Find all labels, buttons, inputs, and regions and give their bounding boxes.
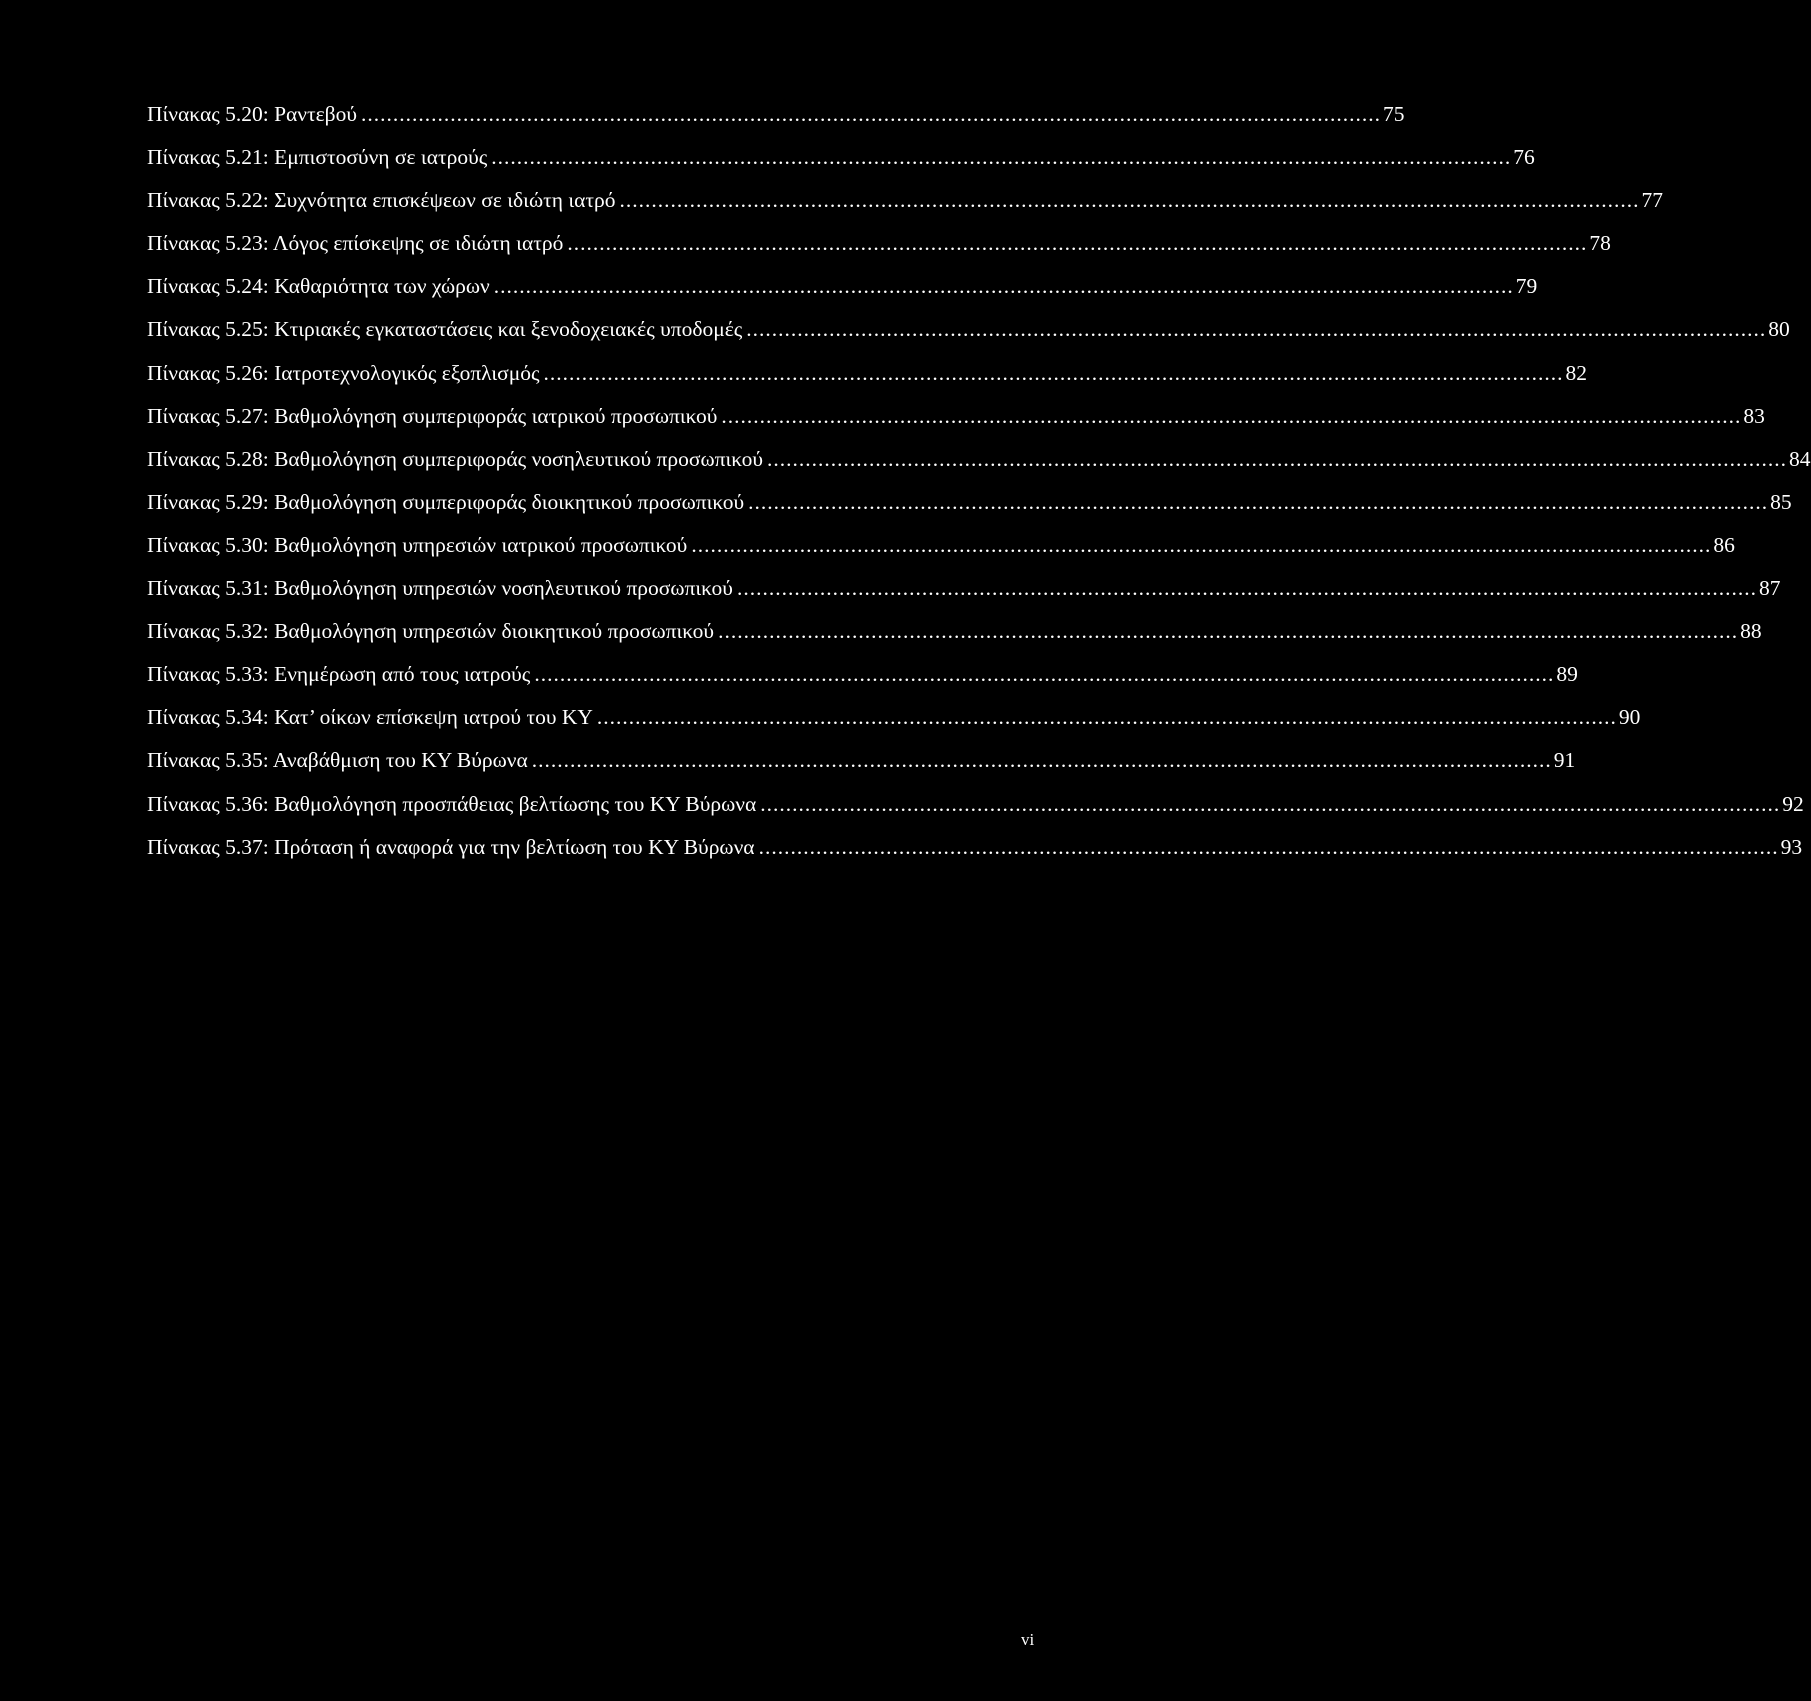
toc-dot-leader: ................................................................................................................................................................ bbox=[619, 188, 1640, 213]
toc-dot-leader: ................................................................................................................................................................ bbox=[567, 231, 1588, 256]
toc-entry-page: 84 bbox=[1789, 446, 1811, 471]
toc-entry[interactable] bbox=[147, 748, 1576, 793]
toc-entry[interactable] bbox=[147, 360, 1588, 406]
toc-entry-label: Πίνακας 5.37: Πρόταση ή αναφορά για την βελτίωση του ΚΥ Βύρωνα bbox=[147, 834, 755, 859]
toc-entry-page: 91 bbox=[1553, 748, 1576, 773]
toc-entry[interactable] bbox=[147, 446, 1811, 492]
table-of-tables bbox=[147, 102, 1811, 880]
toc-dot-leader: ................................................................................................................................................................ bbox=[596, 705, 1617, 730]
toc-entry[interactable] bbox=[147, 403, 1765, 449]
toc-entry-page: 85 bbox=[1770, 489, 1792, 514]
toc-dot-leader: ................................................................................................................................................................ bbox=[736, 576, 1757, 601]
toc-entry-label: Πίνακας 5.29: Βαθμολόγηση συμπεριφοράς διοικητικού προσωπικού bbox=[147, 489, 745, 514]
toc-entry-page: 75 bbox=[1383, 102, 1405, 126]
toc-entry-label: Πίνακας 5.32: Βαθμολόγηση υπηρεσιών διοικητικού προσωπικού bbox=[147, 619, 715, 644]
toc-entry[interactable] bbox=[147, 102, 1405, 147]
toc-entry-page: 78 bbox=[1589, 231, 1611, 256]
toc-entry-page: 86 bbox=[1713, 532, 1735, 557]
toc-entry[interactable] bbox=[147, 532, 1735, 578]
toc-dot-leader: ................................................................................................................................................................ bbox=[543, 360, 1564, 385]
toc-entry-label: Πίνακας 5.20: Ραντεβού bbox=[147, 102, 358, 126]
toc-dot-leader: ................................................................................................................................................................ bbox=[493, 274, 1514, 299]
toc-entry-label: Πίνακας 5.28: Βαθμολόγηση συμπεριφοράς νοσηλευτικού προσωπικού bbox=[147, 446, 764, 471]
toc-entry-page: 77 bbox=[1641, 188, 1664, 213]
toc-entry-label: Πίνακας 5.27: Βαθμολόγηση συμπεριφοράς ιατρικού προσωπικού bbox=[147, 403, 718, 428]
toc-entry[interactable] bbox=[147, 834, 1803, 880]
toc-dot-leader: ................................................................................................................................................................ bbox=[361, 102, 1382, 126]
toc-entry[interactable] bbox=[147, 145, 1535, 190]
toc-entry[interactable] bbox=[147, 188, 1664, 233]
toc-entry-page: 83 bbox=[1743, 403, 1765, 428]
toc-dot-leader: ................................................................................................................................................................ bbox=[746, 317, 1767, 342]
toc-entry-label: Πίνακας 5.33: Ενημέρωση από τους ιατρούς bbox=[147, 662, 531, 687]
toc-entry-label: Πίνακας 5.30: Βαθμολόγηση υπηρεσιών ιατρικού προσωπικού bbox=[147, 532, 688, 557]
toc-entry[interactable] bbox=[147, 231, 1611, 276]
toc-entry-page: 82 bbox=[1565, 360, 1588, 385]
page-number: vi bbox=[1021, 1630, 1035, 1649]
toc-entry[interactable] bbox=[147, 619, 1762, 664]
toc-entry[interactable] bbox=[147, 705, 1641, 750]
toc-entry[interactable] bbox=[147, 317, 1790, 362]
toc-entry-page: 79 bbox=[1515, 274, 1538, 299]
toc-dot-leader: ................................................................................................................................................................ bbox=[691, 532, 1712, 557]
toc-entry-page: 80 bbox=[1768, 317, 1790, 342]
toc-entry-label: Πίνακας 5.35: Αναβάθμιση του ΚΥ Βύρωνα bbox=[147, 748, 528, 773]
toc-entry-label: Πίνακας 5.24: Καθαριότητα των χώρων bbox=[147, 274, 490, 299]
toc-entry-label: Πίνακας 5.23: Λόγος επίσκεψης σε ιδιώτη ιατρό bbox=[147, 231, 564, 256]
toc-dot-leader: ................................................................................................................................................................ bbox=[748, 489, 1769, 514]
toc-entry-page: 90 bbox=[1618, 705, 1641, 730]
toc-entry-label: Πίνακας 5.21: Εμπιστοσύνη σε ιατρούς bbox=[147, 145, 488, 170]
toc-dot-leader: ................................................................................................................................................................ bbox=[718, 619, 1739, 644]
toc-dot-leader: ................................................................................................................................................................ bbox=[767, 446, 1788, 471]
toc-entry-page: 92 bbox=[1782, 791, 1804, 816]
toc-entry-page: 76 bbox=[1513, 145, 1535, 170]
toc-dot-leader: ................................................................................................................................................................ bbox=[760, 791, 1781, 816]
toc-entry-label: Πίνακας 5.31: Βαθμολόγηση υπηρεσιών νοσηλευτικού προσωπικού bbox=[147, 576, 733, 601]
toc-entry-label: Πίνακας 5.26: Ιατροτεχνολογικός εξοπλισμός bbox=[147, 360, 540, 385]
toc-entry[interactable] bbox=[147, 576, 1781, 621]
toc-entry-page: 87 bbox=[1758, 576, 1781, 601]
toc-entry-label: Πίνακας 5.36: Βαθμολόγηση προσπάθειας βελτίωσης του ΚΥ Βύρωνα bbox=[147, 791, 757, 816]
toc-dot-leader: ................................................................................................................................................................ bbox=[721, 403, 1742, 428]
toc-entry-label: Πίνακας 5.25: Κτιριακές εγκαταστάσεις και ξενοδοχειακές υποδομές bbox=[147, 317, 743, 342]
toc-entry[interactable] bbox=[147, 274, 1538, 319]
toc-entry-label: Πίνακας 5.22: Συχνότητα επισκέψεων σε ιδιώτη ιατρό bbox=[147, 188, 616, 213]
toc-entry[interactable] bbox=[147, 662, 1578, 707]
toc-entry-page: 88 bbox=[1740, 619, 1762, 644]
toc-dot-leader: ................................................................................................................................................................ bbox=[491, 145, 1512, 170]
toc-entry-label: Πίνακας 5.34: Κατ’ οίκων επίσκεψη ιατρού του ΚΥ bbox=[147, 705, 593, 730]
toc-entry[interactable] bbox=[147, 791, 1804, 837]
toc-dot-leader: ................................................................................................................................................................ bbox=[758, 834, 1779, 859]
toc-entry-page: 93 bbox=[1780, 834, 1803, 859]
toc-entry-page: 89 bbox=[1556, 662, 1578, 687]
toc-dot-leader: ................................................................................................................................................................ bbox=[531, 748, 1552, 773]
toc-dot-leader: ................................................................................................................................................................ bbox=[534, 662, 1555, 687]
toc-entry[interactable] bbox=[147, 489, 1792, 535]
